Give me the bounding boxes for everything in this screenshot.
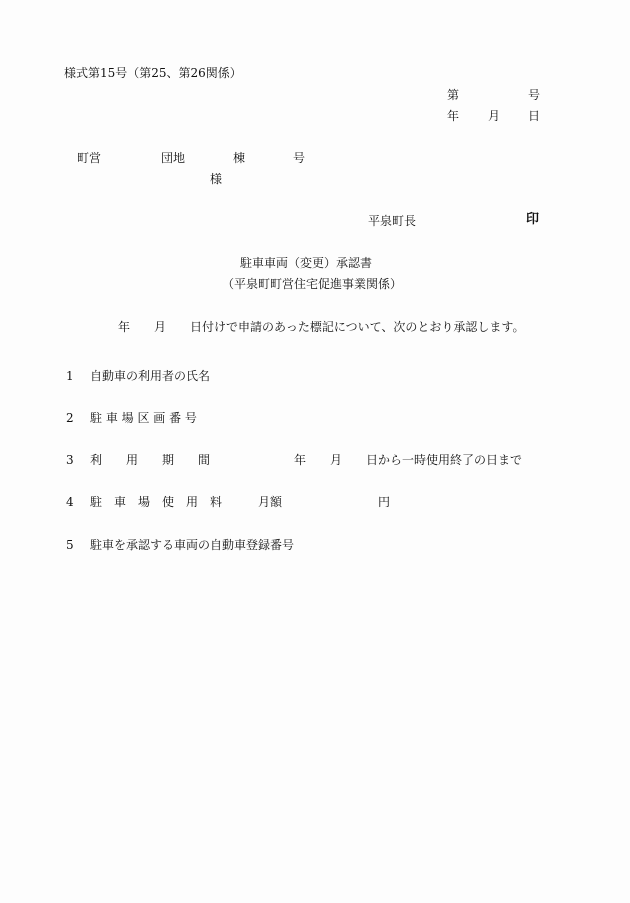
- item-text: 駐車を承認する車両の自動車登録番号: [90, 538, 295, 552]
- date-year: 年: [447, 109, 460, 123]
- document-subtitle: （平泉町町営住宅促進事業関係）: [222, 277, 403, 291]
- doc-number-prefix: 第: [447, 88, 460, 102]
- item-text: 利 用 期 間 年 月 日から一時使用終了の日まで: [90, 453, 523, 467]
- issuer-title: 平泉町長: [368, 214, 417, 228]
- item-text: 駐 車 場 使 用 料 月額 円: [90, 495, 391, 509]
- item-number: 1: [66, 369, 74, 383]
- item-text: 自動車の利用者の氏名: [90, 369, 211, 383]
- addressee-line: 町営 団地 棟 号: [77, 151, 306, 165]
- body-text: 年 月 日付けで申請のあった標記について、次のとおり承認します。: [118, 320, 525, 334]
- seal-mark: 印: [526, 212, 540, 227]
- date-day: 日: [528, 109, 541, 123]
- document-title: 駐車車両（変更）承認書: [240, 256, 373, 270]
- addressee-honorific: 様: [210, 172, 223, 186]
- item-number: 2: [66, 411, 74, 425]
- item-number: 5: [66, 538, 74, 552]
- item-number: 3: [66, 453, 74, 467]
- doc-number-suffix: 号: [528, 88, 541, 102]
- form-header: 様式第15号（第25、第26関係）: [64, 66, 242, 80]
- date-month: 月: [488, 109, 501, 123]
- item-number: 4: [66, 495, 74, 509]
- item-text: 駐 車 場 区 画 番 号: [90, 411, 197, 425]
